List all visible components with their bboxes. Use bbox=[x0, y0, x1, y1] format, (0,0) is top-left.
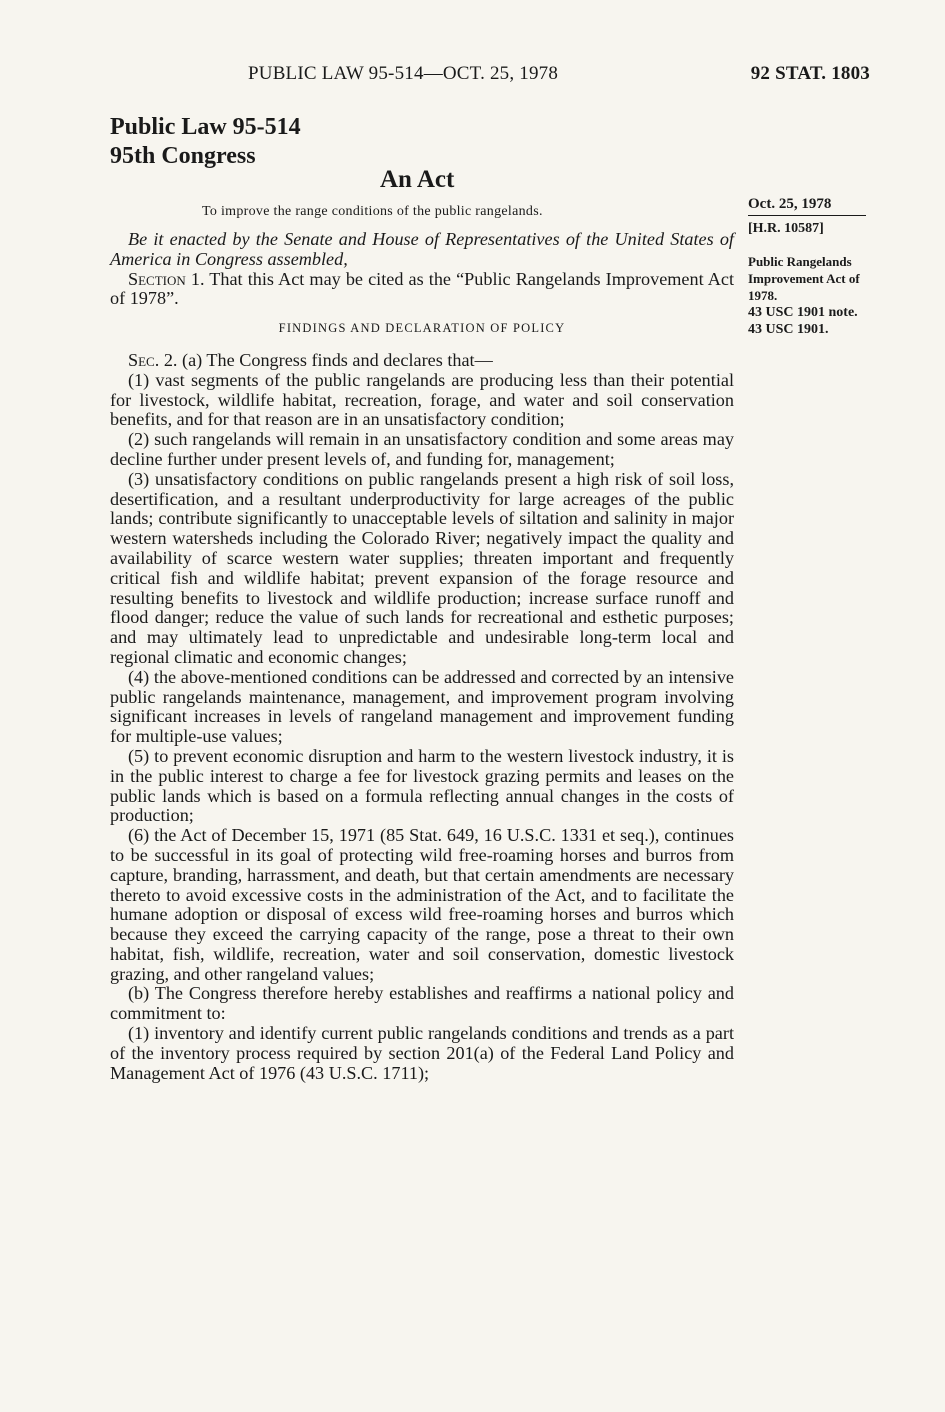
margin-citation: 43 USC 1901. bbox=[748, 322, 829, 337]
running-title: PUBLIC LAW 95-514—OCT. 25, 1978 bbox=[248, 63, 559, 84]
policy-item: (1) inventory and identify current public rangelands conditions and trends as a part of the inventory process required by section 201(a) of the Federal Land Policy and Management Act of 1976 (43 U.S.C. 1711); bbox=[110, 1023, 734, 1083]
finding-item: (1) vast segments of the public rangelands are producing less than their potential for livestock, wildlife habitat, recreation, forage, and water and soil conservation benefits, and for that reason are in an unsatisfactory condition; bbox=[110, 369, 734, 430]
law-identifier bbox=[110, 113, 301, 171]
section-2-label: Sec. 2. bbox=[128, 349, 178, 370]
section-1-text: That this Act may be cited as the “Public Rangelands Improvement Act of 1978”. bbox=[110, 268, 734, 309]
law-number: Public Law 95-514 bbox=[110, 114, 301, 140]
stat-reference: 92 STAT. 1803 bbox=[750, 63, 870, 84]
act-body bbox=[110, 230, 734, 1083]
finding-item: (2) such rangelands will remain in an unsatisfactory condition and some areas may decline further under present levels of, and funding for, management; bbox=[110, 429, 734, 469]
section-heading: FINDINGS AND DECLARATION OF POLICY bbox=[278, 321, 566, 336]
section-1-label: Section 1. bbox=[128, 268, 205, 289]
enacting-clause: Be it enacted by the Senate and House of Representatives of the United States of America in Congress assembled, bbox=[110, 229, 734, 269]
margin-bill-number: [H.R. 10587] bbox=[748, 221, 824, 236]
margin-citation-note: 43 USC 1901 note. bbox=[748, 305, 858, 320]
act-title: An Act bbox=[380, 166, 455, 193]
section-2-b: (b) The Congress therefore hereby establishes and reaffirms a national policy and commitment to: bbox=[110, 983, 734, 1024]
margin-date: Oct. 25, 1978 bbox=[748, 196, 866, 216]
finding-item: (4) the above-mentioned conditions can be addressed and corrected by an intensive public rangelands maintenance, management, and improvement program involving significant increases in levels of rangeland management and improvement funding for multiple-use values; bbox=[110, 666, 734, 747]
margin-notes bbox=[748, 196, 876, 338]
section-2-intro bbox=[110, 351, 734, 371]
congress-number: 95th Congress bbox=[110, 143, 256, 169]
finding-item: (5) to prevent economic disruption and harm to the western livestock industry, it is in the public interest to charge a fee for livestock grazing permits and leases on the public lands which is based on a formula reflecting annual changes in the costs of production; bbox=[110, 745, 734, 826]
finding-item: (3) unsatisfactory conditions on public rangelands present a high risk of soil loss, desertification, and a resultant underproductivity for large acreages of the public lands; contribute significantly to unacceptable levels of siltation and salinity in major western watersheds including the Colorado River; negatively impact the quality and availability of scarce western water supplies; threaten important and frequently critical fish and wildlife habitat; prevent expansion of the forage resource and resulting benefits to livestock and wildlife production; increase surface runoff and flood danger; reduce the value of such lands for recreational and esthetic purposes; and may ultimately lead to unpredictable and undesirable long-term local and regional climatic and economic changes; bbox=[110, 468, 734, 667]
running-header bbox=[110, 63, 870, 87]
section-1 bbox=[110, 270, 734, 310]
margin-short-title: Public Rangelands Improvement Act of 1978. bbox=[748, 254, 860, 303]
section-2-a: (a) The Congress finds and declares that— bbox=[182, 349, 493, 370]
finding-item: (6) the Act of December 15, 1971 (85 Stat. 649, 16 U.S.C. 1331 et seq.), continues to be successful in its goal of protecting wild free-roaming horses and burros from capture, branding, harrassment, and death, but that certain amendments are necessary thereto to avoid excessive costs in the administration of the Act, and to facilitate the humane adoption or disposal of excess wild free-roaming horses and burros which because they exceed the carrying capacity of the range, pose a threat to their own habitat, fish, wildlife, recreation, water and soil conservation, domestic livestock grazing, and other rangeland values; bbox=[110, 825, 734, 984]
act-purpose: To improve the range conditions of the public rangelands. bbox=[202, 204, 543, 219]
